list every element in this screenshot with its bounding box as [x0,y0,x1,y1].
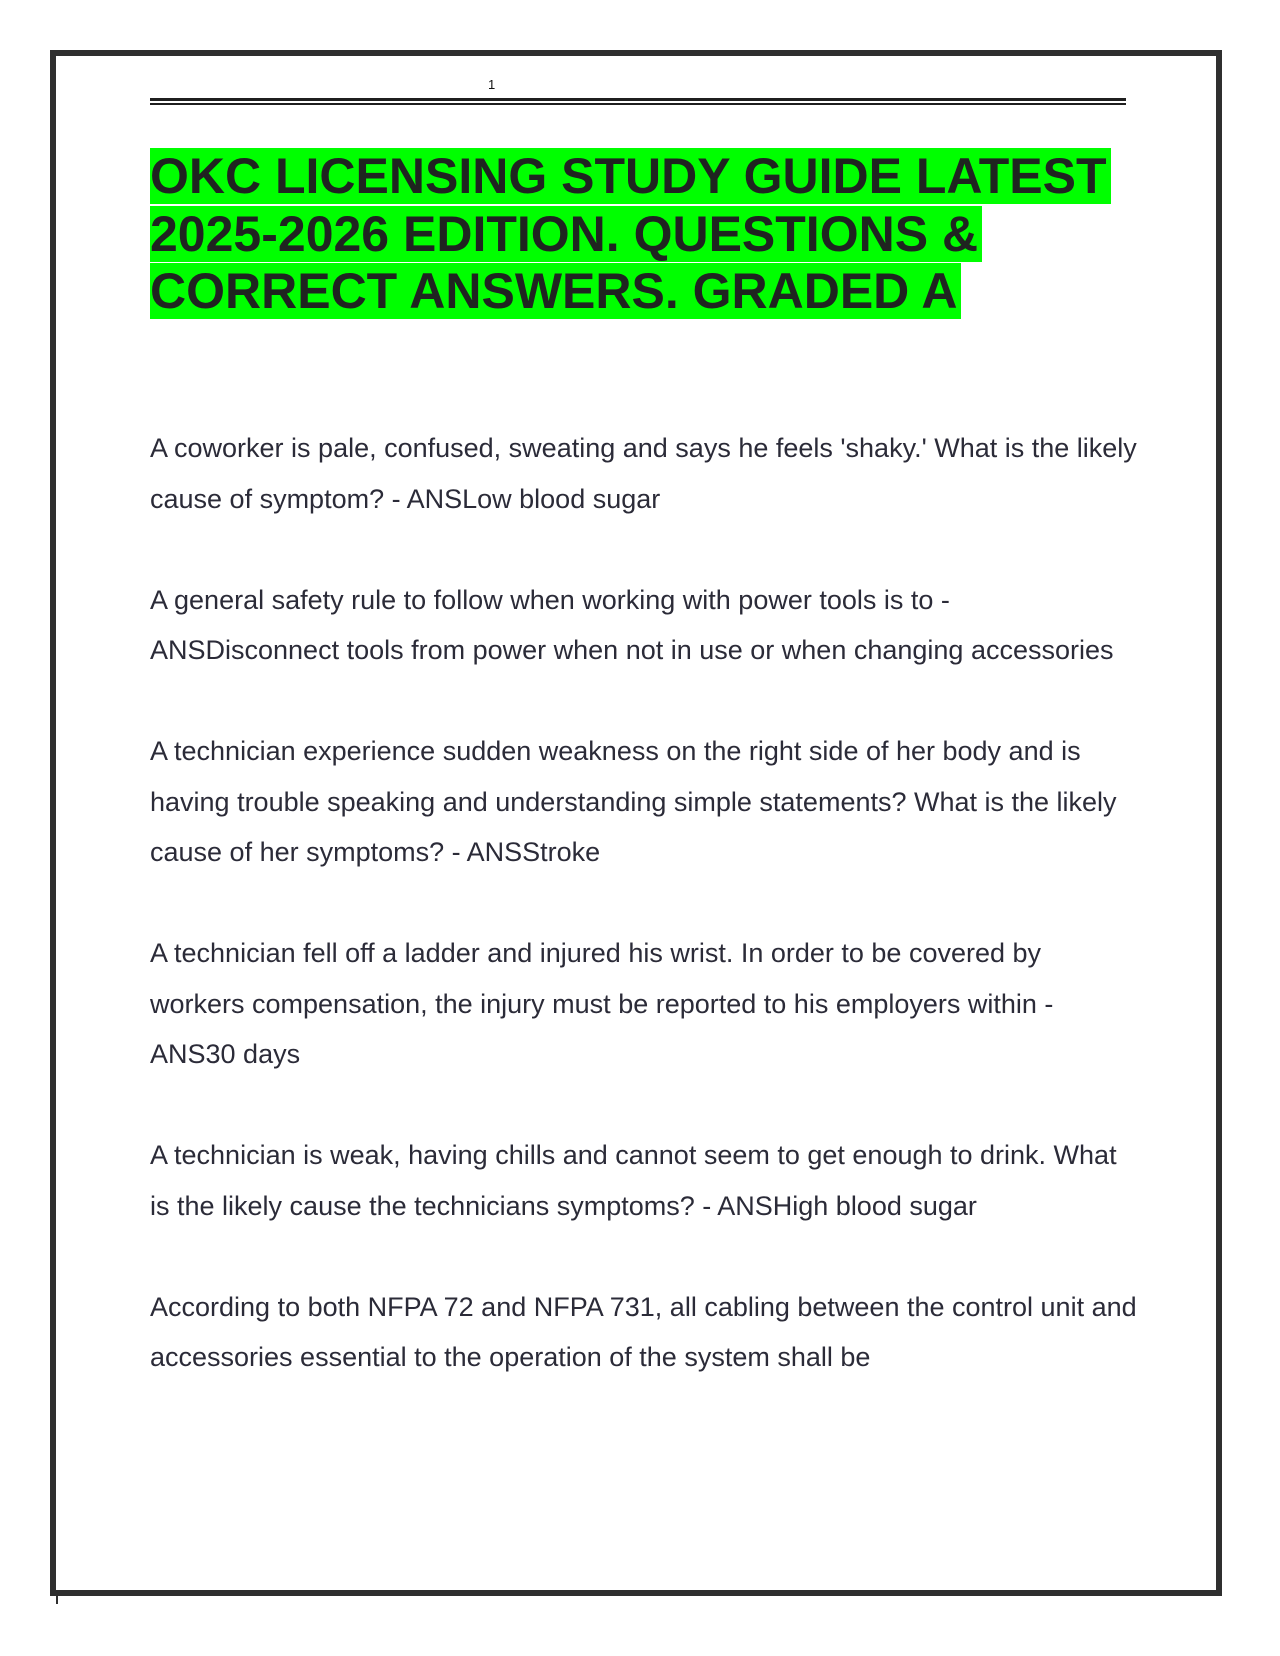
page-number: 1 [488,77,496,92]
header-rule-secondary [150,103,1126,105]
document-title [150,148,1140,321]
header-rule [150,98,1126,101]
qa-item: According to both NFPA 72 and NFPA 731, all cabling between the control unit and accessories essential to the operation of the system shall be [150,1291,1137,1372]
qa-item: A coworker is pale, confused, sweating and says he feels 'shaky.' What is the likely cause of symptom? - ANSLow blood sugar [150,433,1137,514]
question-answer-list [150,423,1140,1433]
qa-item: A technician fell off a ladder and injured his wrist. In order to be covered by workers compensation, the injury must be reported to his employers within - ANS30 days [150,938,1054,1069]
qa-item: A general safety rule to follow when working with power tools is to - ANSDisconnect tools from power when not in use or when changing accessories [150,584,1114,665]
qa-item: A technician is weak, having chills and cannot seem to get enough to drink. What is the likely cause the technicians symptoms? - ANSHigh blood sugar [150,1140,1117,1221]
document-title-text: OKC LICENSING STUDY GUIDE LATEST 2025-2026 EDITION. QUESTIONS & CORRECT ANSWERS. GRADED A [150,148,1111,319]
qa-item: A technician experience sudden weakness on the right side of her body and is having trouble speaking and understanding simple statements? What is the likely cause of her symptoms? - ANSStroke [150,736,1117,867]
